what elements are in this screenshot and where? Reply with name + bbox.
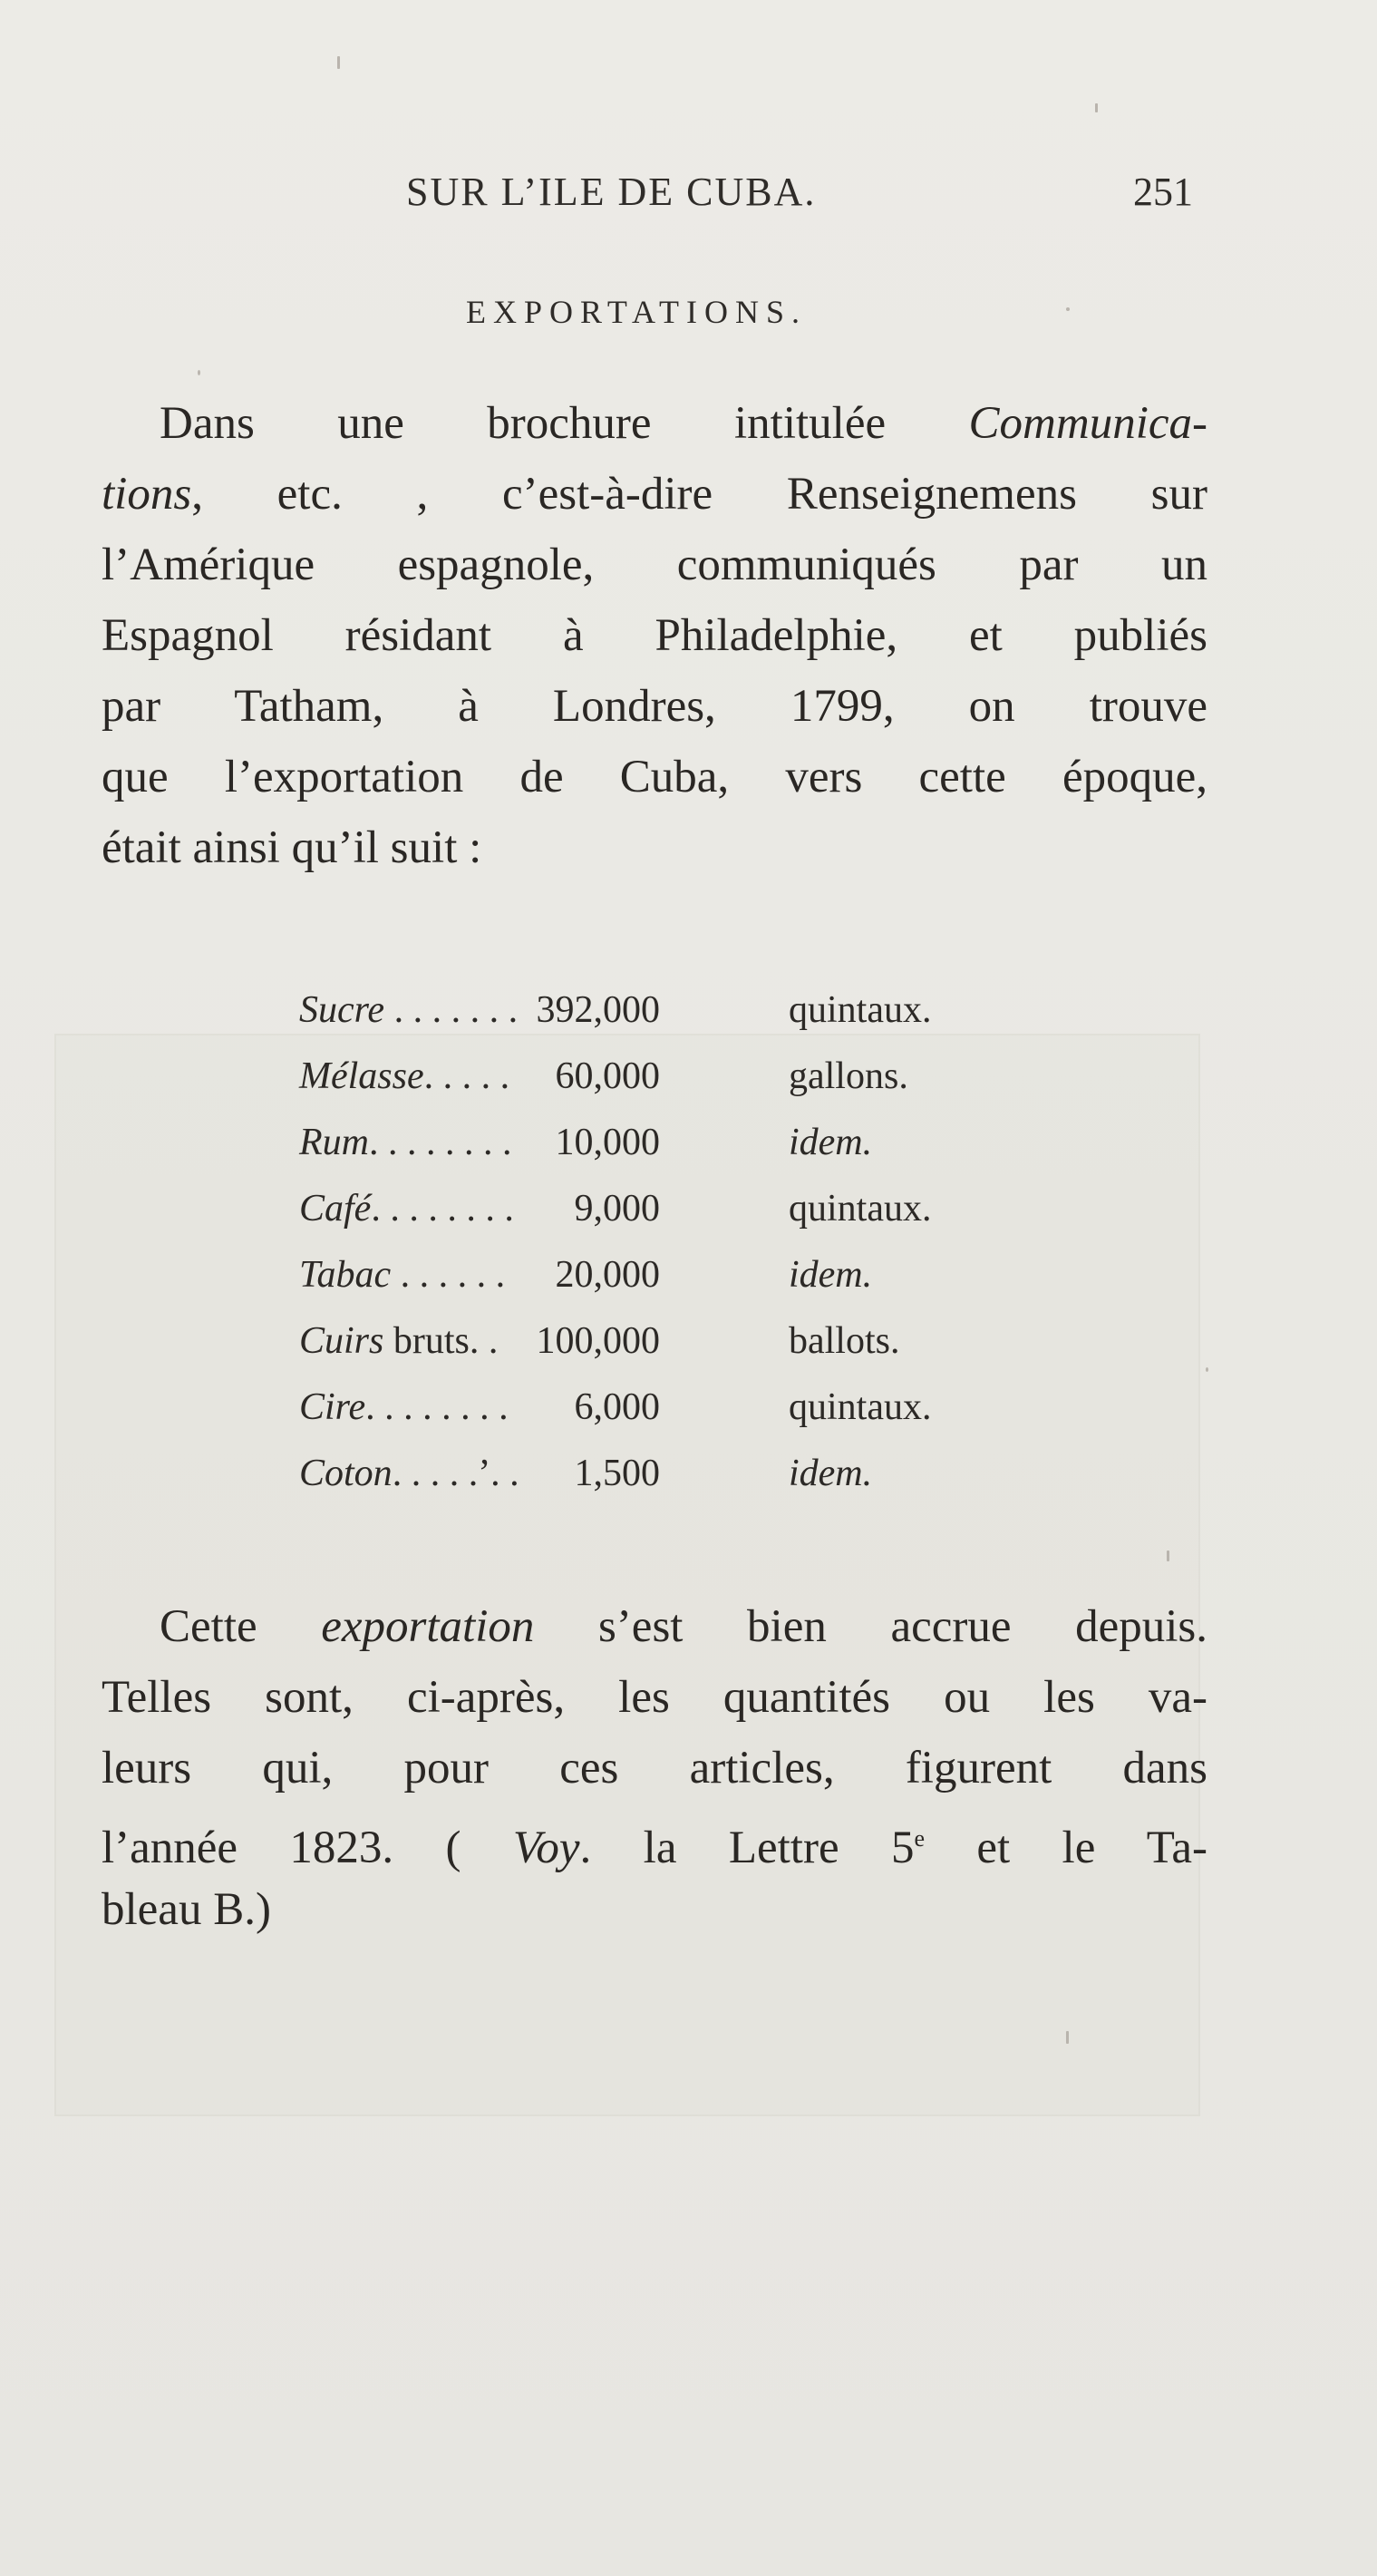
commodity-quantity: 6,000: [574, 1386, 660, 1428]
paper-speck: [1206, 1367, 1208, 1372]
table-row: [299, 1319, 1115, 1385]
paragraph-line: Dans une brochure intitulée Communica-: [160, 398, 1207, 449]
commodity-unit: idem.: [789, 1254, 873, 1296]
paragraph-line: était ainsi qu’il suit :: [102, 822, 482, 873]
section-title: EXPORTATIONS.: [466, 294, 807, 330]
paragraph-line: Telles sont, ci-après, les quantités ou les va-: [102, 1672, 1207, 1723]
commodity-name: Café. . . . . . . .: [299, 1188, 514, 1230]
paragraph-line: tions, etc. , c’est-à-dire Renseignemens sur: [102, 469, 1207, 520]
table-row: [299, 988, 1115, 1055]
commodity-unit: gallons.: [789, 1055, 908, 1097]
page-number: 251: [1133, 170, 1193, 214]
paragraph-line: Cette exportation s’est bien accrue depuis.: [160, 1601, 1207, 1652]
commodity-name: Cuirs bruts. .: [299, 1320, 499, 1362]
commodity-name: Mélasse. . . . .: [299, 1055, 510, 1097]
commodity-name: Cire. . . . . . . .: [299, 1386, 509, 1428]
commodity-unit: idem.: [789, 1453, 873, 1494]
commodity-quantity: 20,000: [555, 1254, 660, 1296]
paragraph-line: l’Amérique espagnole, communiqués par un: [102, 540, 1207, 590]
table-row: [299, 1253, 1115, 1319]
intro-paragraph: [102, 388, 1207, 883]
table-row: [299, 1121, 1115, 1187]
commodity-unit: quintaux.: [789, 1386, 932, 1428]
commodity-name: Sucre . . . . . . .: [299, 989, 519, 1031]
paragraph-line: Espagnol résidant à Philadelphie, et publiés: [102, 610, 1207, 661]
paragraph-line: que l’exportation de Cuba, vers cette époque,: [102, 752, 1207, 802]
closing-paragraph: [102, 1591, 1207, 1945]
paper-speck: [198, 370, 200, 375]
table-row: [299, 1452, 1115, 1518]
commodity-quantity: 1,500: [574, 1453, 660, 1494]
table-row: [299, 1055, 1115, 1121]
paper-speck: [1167, 1550, 1169, 1561]
paper-speck: [1095, 103, 1098, 112]
paragraph-line: bleau B.): [102, 1884, 271, 1935]
paragraph-line: l’année 1823. ( Voy. la Lettre 5e et le Ta-: [102, 1823, 1208, 1873]
table-row: [299, 1187, 1115, 1253]
running-title: SUR L’ILE DE CUBA.: [406, 170, 817, 214]
commodity-quantity: 392,000: [536, 989, 660, 1031]
commodity-unit: ballots.: [789, 1320, 900, 1362]
commodity-name: Coton. . . . .’. .: [299, 1453, 519, 1494]
commodity-quantity: 60,000: [555, 1055, 660, 1097]
commodity-quantity: 100,000: [536, 1320, 660, 1362]
table-row: [299, 1385, 1115, 1452]
paper-speck: [1066, 307, 1070, 311]
commodity-quantity: 10,000: [555, 1122, 660, 1163]
commodity-unit: quintaux.: [789, 989, 932, 1031]
exports-table: [299, 988, 1115, 1518]
commodity-quantity: 9,000: [574, 1188, 660, 1230]
commodity-name: Rum. . . . . . . .: [299, 1122, 512, 1163]
commodity-name: Tabac . . . . . .: [299, 1254, 506, 1296]
paragraph-line: leurs qui, pour ces articles, figurent dans: [102, 1743, 1207, 1793]
paper-speck: [337, 56, 340, 69]
paper-speck: [1066, 2031, 1069, 2044]
paragraph-line: par Tatham, à Londres, 1799, on trouve: [102, 681, 1207, 732]
commodity-unit: quintaux.: [789, 1188, 932, 1230]
commodity-unit: idem.: [789, 1122, 873, 1163]
